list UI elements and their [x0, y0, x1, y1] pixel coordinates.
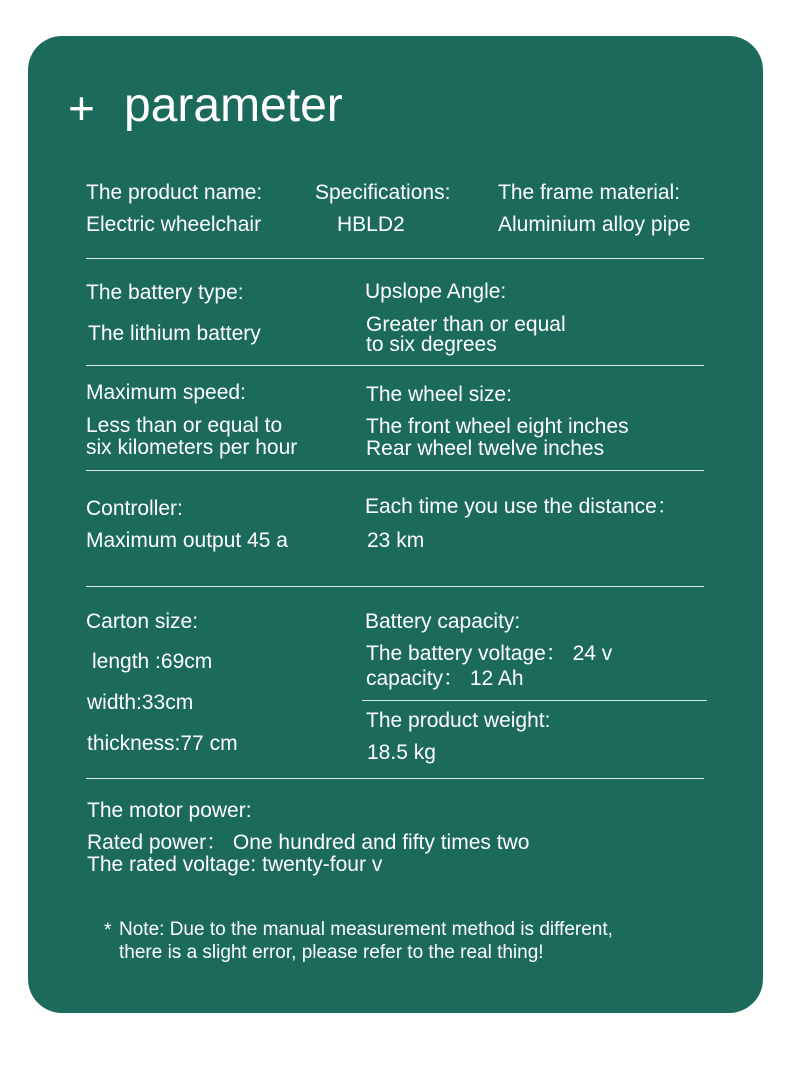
- motor-power-label: The motor power:: [87, 799, 252, 822]
- max-speed-value-line2: six kilometers per hour: [86, 436, 298, 459]
- page-title: parameter: [124, 79, 343, 132]
- divider: [86, 258, 704, 259]
- upslope-angle-label: Upslope Angle:: [365, 280, 507, 303]
- wheel-size-value-line2: Rear wheel twelve inches: [366, 437, 605, 460]
- product-weight-label: The product weight:: [366, 709, 551, 732]
- carton-size-label: Carton size:: [86, 610, 199, 633]
- carton-length: length :69cm: [92, 650, 213, 673]
- battery-voltage: The battery voltage： 24 v: [366, 642, 613, 665]
- distance-label: Each time you use the distance：: [365, 495, 678, 518]
- asterisk-icon: *: [104, 920, 112, 941]
- divider: [86, 586, 704, 587]
- divider: [362, 700, 707, 701]
- upslope-angle-value-line1: Greater than or equal: [366, 313, 566, 336]
- battery-capacity: capacity： 12 Ah: [366, 667, 524, 690]
- divider: [86, 470, 704, 471]
- upslope-angle-value-line2: to six degrees: [366, 333, 497, 356]
- distance-value: 23 km: [367, 529, 425, 552]
- wheel-size-label: The wheel size:: [366, 383, 512, 406]
- controller-label: Controller:: [86, 497, 183, 520]
- plus-icon: +: [68, 82, 95, 134]
- specifications-label: Specifications:: [315, 181, 451, 204]
- max-speed-value-line1: Less than or equal to: [86, 414, 283, 437]
- frame-material-value: Aluminium alloy pipe: [498, 213, 691, 236]
- note-line2: there is a slight error, please refer to the real thing!: [119, 942, 544, 963]
- battery-capacity-label: Battery capacity:: [365, 610, 521, 633]
- specifications-value: HBLD2: [337, 213, 405, 236]
- controller-value: Maximum output 45 a: [86, 529, 288, 552]
- battery-type-value: The lithium battery: [88, 322, 261, 345]
- rated-power: Rated power： One hundred and fifty times two: [87, 831, 530, 854]
- frame-material-label: The frame material:: [498, 181, 681, 204]
- product-weight-value: 18.5 kg: [367, 741, 436, 764]
- product-name-label: The product name:: [86, 181, 263, 204]
- note-line1: Note: Due to the manual measurement method is different,: [119, 919, 613, 940]
- max-speed-label: Maximum speed:: [86, 381, 246, 404]
- divider: [86, 778, 704, 779]
- wheel-size-value-line1: The front wheel eight inches: [366, 415, 629, 438]
- carton-width: width:33cm: [87, 691, 194, 714]
- divider: [86, 365, 704, 366]
- rated-voltage: The rated voltage: twenty-four v: [87, 853, 383, 876]
- carton-thickness: thickness:77 cm: [87, 732, 238, 755]
- product-name-value: Electric wheelchair: [86, 213, 262, 236]
- battery-type-label: The battery type:: [86, 281, 244, 304]
